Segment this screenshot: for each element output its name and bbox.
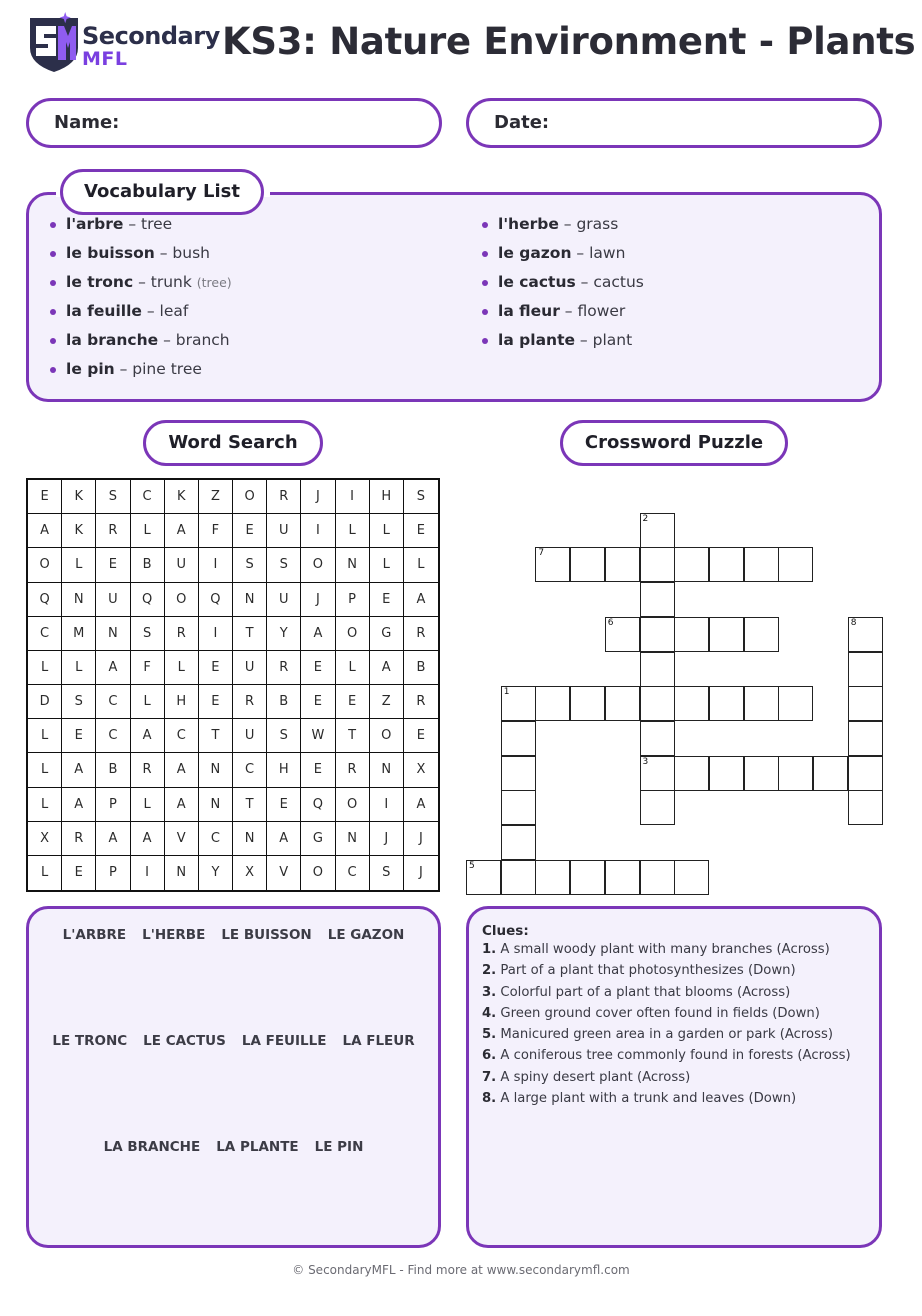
word-search-cell[interactable]: X — [28, 822, 62, 856]
word-search-cell[interactable]: S — [96, 480, 130, 514]
word-search-cell[interactable]: I — [199, 548, 233, 582]
word-bank-panel — [26, 906, 441, 1248]
clue-item — [482, 963, 851, 984]
word-search-cell[interactable]: E — [404, 514, 438, 548]
crossword-cell[interactable] — [570, 686, 605, 721]
vocab-english: bush — [172, 244, 210, 262]
clue-item — [482, 985, 851, 1006]
clue-text: Colorful part of a plant that blooms (Across) — [500, 984, 791, 1000]
word-search-cell[interactable]: E — [370, 583, 404, 617]
word-search-cell[interactable]: L — [62, 548, 96, 582]
footer: © SecondaryMFL - Find more at www.secondarymfl.com — [292, 1263, 630, 1277]
word-search-cell[interactable]: A — [131, 719, 165, 753]
vocab-english: grass — [576, 215, 619, 233]
clue-number: 6. — [482, 1048, 497, 1064]
word-search-cell[interactable]: C — [96, 685, 130, 719]
word-search-cell[interactable]: K — [165, 480, 199, 514]
word-search-cell[interactable]: C — [233, 753, 267, 787]
word-search-cell[interactable]: G — [370, 617, 404, 651]
word-search-cell[interactable]: U — [165, 548, 199, 582]
word-search-cell[interactable]: R — [267, 651, 301, 685]
word-search-cell[interactable]: E — [301, 685, 335, 719]
crossword-cell[interactable] — [501, 721, 536, 756]
word-search-cell[interactable]: S — [404, 480, 438, 514]
vocab-item: le gazon – lawn — [482, 244, 644, 273]
word-bank-row — [29, 1136, 438, 1155]
crossword-cell[interactable] — [501, 860, 536, 895]
word-search-cell[interactable]: L — [28, 753, 62, 787]
word-search-cell[interactable]: N — [233, 822, 267, 856]
word-bank-word: LA FEUILLE — [241, 1033, 327, 1049]
logo-text-mfl: MFL — [82, 48, 128, 70]
crossword-number: 5 — [469, 860, 475, 871]
clue-number: 7. — [482, 1069, 497, 1085]
word-search-cell[interactable]: W — [301, 719, 335, 753]
word-search-cell[interactable]: T — [199, 719, 233, 753]
word-bank-word: LA BRANCHE — [103, 1139, 201, 1155]
word-search-cell[interactable]: Q — [301, 788, 335, 822]
clue-text: Manicured green area in a garden or park (Across) — [500, 1027, 833, 1043]
crossword-cell[interactable] — [744, 756, 779, 791]
vocab-item: le cactus – cactus — [482, 273, 644, 302]
clue-number: 5. — [482, 1027, 497, 1043]
word-search-cell[interactable]: L — [131, 514, 165, 548]
word-search-cell[interactable]: R — [165, 617, 199, 651]
word-search-cell[interactable]: V — [267, 856, 301, 890]
crossword-cell[interactable] — [709, 756, 744, 791]
vocab-english: tree — [141, 215, 173, 233]
word-search-cell[interactable]: I — [301, 514, 335, 548]
word-search-cell[interactable]: P — [336, 583, 370, 617]
word-search-cell[interactable]: F — [199, 514, 233, 548]
word-search-cell[interactable]: O — [233, 480, 267, 514]
word-search-cell[interactable]: C — [199, 822, 233, 856]
word-search-cell[interactable]: S — [131, 617, 165, 651]
word-search-cell[interactable]: A — [267, 822, 301, 856]
crossword-cell[interactable] — [848, 686, 883, 721]
word-search-cell[interactable]: E — [301, 651, 335, 685]
word-search-cell[interactable]: T — [233, 788, 267, 822]
word-search-cell[interactable]: A — [96, 822, 130, 856]
word-search-cell[interactable]: E — [404, 719, 438, 753]
word-search-cell[interactable]: H — [165, 685, 199, 719]
clue-number: 4. — [482, 1005, 497, 1021]
word-search-cell[interactable]: K — [62, 514, 96, 548]
word-search-cell[interactable]: L — [28, 856, 62, 890]
crossword-cell[interactable] — [848, 617, 883, 652]
page-title: KS3: Nature Environment - Plants — [222, 20, 916, 63]
word-bank-word: LE TRONC — [52, 1033, 128, 1049]
vocab-french: le buisson — [66, 244, 155, 262]
word-search-cell[interactable]: A — [62, 753, 96, 787]
crossword-number: 1 — [503, 687, 510, 698]
crossword-cell[interactable] — [640, 686, 675, 721]
word-search-cell[interactable]: N — [199, 788, 233, 822]
crossword-title: Crossword Puzzle — [560, 420, 788, 466]
clue-text: A coniferous tree commonly found in forests (Across) — [500, 1048, 851, 1064]
date-label: Date: — [494, 112, 550, 133]
vocab-english: plant — [592, 331, 633, 349]
word-search-cell[interactable]: I — [336, 480, 370, 514]
date-field[interactable] — [466, 98, 882, 148]
word-search-cell[interactable]: O — [336, 788, 370, 822]
word-search-cell[interactable]: E — [62, 719, 96, 753]
vocab-item: la branche – branch — [50, 331, 232, 360]
word-search-cell[interactable]: E — [96, 548, 130, 582]
word-search-cell[interactable]: X — [233, 856, 267, 890]
clue-text: Green ground cover often found in fields (Down) — [500, 1005, 820, 1021]
word-search-cell[interactable]: Z — [370, 685, 404, 719]
crossword-cell[interactable] — [640, 652, 675, 687]
word-search-cell[interactable]: L — [165, 651, 199, 685]
vocab-item: l'herbe – grass — [482, 215, 644, 244]
crossword-cell[interactable] — [640, 582, 675, 617]
word-search-cell[interactable]: B — [131, 548, 165, 582]
word-search-cell[interactable]: N — [336, 548, 370, 582]
word-search-cell[interactable]: E — [336, 685, 370, 719]
crossword-cell[interactable] — [778, 547, 813, 582]
word-search-title: Word Search — [143, 420, 323, 466]
vocab-french: l'herbe — [498, 215, 559, 233]
word-search-cell[interactable]: E — [267, 788, 301, 822]
vocab-french: la feuille — [66, 302, 142, 320]
vocab-item: la plante – plant — [482, 331, 644, 360]
clue-item — [482, 942, 851, 963]
crossword-cell[interactable] — [709, 547, 744, 582]
word-search-cell[interactable]: C — [336, 856, 370, 890]
word-search-cell[interactable]: E — [199, 651, 233, 685]
word-search-cell[interactable]: A — [62, 788, 96, 822]
word-search-cell[interactable]: S — [267, 548, 301, 582]
vocab-english: cactus — [593, 273, 644, 291]
word-search-cell[interactable]: I — [199, 617, 233, 651]
crossword-cell[interactable] — [640, 721, 675, 756]
word-search-cell[interactable]: Q — [131, 583, 165, 617]
vocab-english: branch — [175, 331, 230, 349]
word-bank-word: LE GAZON — [327, 927, 405, 943]
word-search-cell[interactable]: L — [336, 651, 370, 685]
crossword-cell[interactable] — [640, 860, 675, 895]
word-search-cell[interactable]: P — [96, 788, 130, 822]
word-bank-word: LA FLEUR — [342, 1033, 415, 1049]
word-search-cell[interactable]: A — [404, 583, 438, 617]
word-search-cell[interactable]: J — [301, 480, 335, 514]
crossword-cell[interactable] — [640, 756, 675, 791]
crossword-cell[interactable] — [501, 790, 536, 825]
vocab-item: la fleur – flower — [482, 302, 644, 331]
word-search-cell[interactable]: O — [301, 856, 335, 890]
word-search-cell[interactable]: E — [199, 685, 233, 719]
word-search-cell[interactable]: A — [404, 788, 438, 822]
word-search-cell[interactable]: O — [28, 548, 62, 582]
vocab-item: l'arbre – tree — [50, 215, 232, 244]
word-search-cell[interactable]: Y — [267, 617, 301, 651]
word-search-cell[interactable]: F — [131, 651, 165, 685]
word-search-cell[interactable]: A — [28, 514, 62, 548]
clue-item — [482, 1006, 851, 1027]
crossword-number: 7 — [538, 548, 545, 559]
clue-text: A spiny desert plant (Across) — [500, 1069, 691, 1085]
word-search-cell[interactable]: S — [267, 719, 301, 753]
word-search-cell[interactable]: L — [28, 719, 62, 753]
word-search-cell[interactable]: S — [62, 685, 96, 719]
name-field[interactable] — [26, 98, 442, 148]
word-search-cell[interactable]: U — [233, 651, 267, 685]
word-search-cell[interactable]: C — [131, 480, 165, 514]
crossword-cell[interactable] — [535, 547, 570, 582]
crossword-cell[interactable] — [674, 756, 709, 791]
crossword-cell[interactable] — [605, 547, 640, 582]
vocabulary-list-right — [482, 215, 644, 360]
crossword-cell[interactable] — [501, 686, 536, 721]
word-search-grid[interactable] — [26, 478, 440, 892]
word-search-cell[interactable]: R — [131, 753, 165, 787]
word-search-cell[interactable]: B — [267, 685, 301, 719]
vocab-item: le pin – pine tree — [50, 360, 232, 389]
word-search-cell[interactable]: R — [267, 480, 301, 514]
word-search-cell[interactable]: E — [62, 856, 96, 890]
vocab-english: leaf — [159, 302, 189, 320]
vocab-french: le cactus — [498, 273, 576, 291]
word-search-cell[interactable]: J — [301, 583, 335, 617]
word-search-cell[interactable]: L — [336, 514, 370, 548]
word-search-cell[interactable]: A — [131, 822, 165, 856]
word-search-cell[interactable]: G — [301, 822, 335, 856]
word-search-cell[interactable]: R — [233, 685, 267, 719]
word-search-cell[interactable]: D — [28, 685, 62, 719]
word-bank-word: LA PLANTE — [216, 1139, 299, 1155]
word-search-cell[interactable]: E — [233, 514, 267, 548]
word-search-cell[interactable]: N — [62, 583, 96, 617]
word-search-cell[interactable]: A — [165, 514, 199, 548]
logo-text-secondary: Secondary — [82, 22, 220, 50]
word-search-cell[interactable]: H — [267, 753, 301, 787]
word-search-cell[interactable]: H — [370, 480, 404, 514]
crossword-cell[interactable] — [813, 756, 848, 791]
crossword-cell[interactable] — [848, 790, 883, 825]
word-search-cell[interactable]: U — [267, 583, 301, 617]
word-search-cell[interactable]: R — [336, 753, 370, 787]
word-search-cell[interactable]: K — [62, 480, 96, 514]
crossword-grid[interactable] — [466, 478, 882, 898]
word-search-cell[interactable]: Y — [199, 856, 233, 890]
word-search-cell[interactable]: X — [404, 753, 438, 787]
clue-item — [482, 1070, 851, 1091]
crossword-cell[interactable] — [570, 860, 605, 895]
word-search-cell[interactable]: M — [62, 617, 96, 651]
word-search-cell[interactable]: C — [28, 617, 62, 651]
word-search-cell[interactable]: A — [96, 651, 130, 685]
crossword-cell[interactable] — [674, 686, 709, 721]
word-search-cell[interactable]: N — [96, 617, 130, 651]
word-search-cell[interactable]: O — [336, 617, 370, 651]
crossword-cell[interactable] — [640, 513, 675, 548]
word-search-cell[interactable]: S — [233, 548, 267, 582]
word-bank-word: LE PIN — [314, 1139, 364, 1155]
crossword-cell[interactable] — [709, 686, 744, 721]
crossword-cell[interactable] — [640, 790, 675, 825]
word-search-cell[interactable]: E — [301, 753, 335, 787]
word-bank-word: LE CACTUS — [143, 1033, 226, 1049]
crossword-cell[interactable] — [640, 547, 675, 582]
word-search-cell[interactable]: A — [370, 651, 404, 685]
word-search-cell[interactable]: E — [28, 480, 62, 514]
word-search-cell[interactable]: U — [233, 719, 267, 753]
vocabulary-title: Vocabulary List — [60, 169, 264, 215]
clue-number: 2. — [482, 963, 497, 979]
word-search-cell[interactable]: B — [96, 753, 130, 787]
word-search-cell[interactable]: Z — [199, 480, 233, 514]
crossword-cell[interactable] — [674, 860, 709, 895]
word-search-cell[interactable]: J — [370, 822, 404, 856]
crossword-number: 6 — [607, 617, 614, 628]
crossword-cell[interactable] — [605, 686, 640, 721]
word-search-cell[interactable]: N — [370, 753, 404, 787]
vocab-english: lawn — [589, 244, 626, 262]
crossword-cell[interactable] — [466, 860, 501, 895]
vocab-french: la plante — [498, 331, 575, 349]
clues-heading: Clues: — [482, 923, 529, 939]
clue-number: 3. — [482, 984, 497, 1000]
word-search-cell[interactable]: Q — [28, 583, 62, 617]
word-search-cell[interactable]: I — [131, 856, 165, 890]
word-search-cell[interactable]: L — [28, 788, 62, 822]
clues-panel — [466, 906, 882, 1248]
vocab-english: pine tree — [132, 360, 202, 378]
word-search-cell[interactable]: L — [28, 651, 62, 685]
word-search-cell[interactable]: N — [199, 753, 233, 787]
word-search-cell[interactable]: N — [165, 856, 199, 890]
vocab-note: (tree) — [196, 275, 232, 290]
vocab-french: la branche — [66, 331, 159, 349]
word-search-cell[interactable]: T — [233, 617, 267, 651]
word-search-cell[interactable]: R — [404, 617, 438, 651]
vocab-english: flower — [577, 302, 626, 320]
word-search-cell[interactable]: R — [62, 822, 96, 856]
word-search-cell[interactable]: P — [96, 856, 130, 890]
vocab-item: la feuille – leaf — [50, 302, 232, 331]
vocab-english: trunk — [150, 273, 192, 291]
word-search-cell[interactable]: A — [301, 617, 335, 651]
word-search-cell[interactable]: C — [96, 719, 130, 753]
crossword-cell[interactable] — [848, 652, 883, 687]
word-search-cell[interactable]: S — [370, 856, 404, 890]
crossword-cell[interactable] — [744, 617, 779, 652]
word-search-cell[interactable]: A — [165, 788, 199, 822]
word-search-cell[interactable]: C — [165, 719, 199, 753]
clue-item — [482, 1027, 851, 1048]
word-search-cell[interactable]: L — [370, 548, 404, 582]
crossword-cell[interactable] — [778, 756, 813, 791]
crossword-cell[interactable] — [535, 860, 570, 895]
word-bank-row — [29, 1030, 438, 1049]
word-search-cell[interactable]: N — [233, 583, 267, 617]
vocab-french: le gazon — [498, 244, 572, 262]
word-search-cell[interactable]: I — [370, 788, 404, 822]
crossword-number: 8 — [850, 617, 857, 628]
word-search-cell[interactable]: R — [404, 685, 438, 719]
crossword-cell[interactable] — [605, 860, 640, 895]
crossword-cell[interactable] — [605, 617, 640, 652]
clue-number: 1. — [482, 942, 497, 957]
word-bank-word: LE BUISSON — [221, 927, 312, 943]
word-bank-word: L'HERBE — [142, 927, 206, 943]
vocab-french: le tronc — [66, 273, 134, 291]
crossword-cell[interactable] — [744, 686, 779, 721]
clue-text: Part of a plant that photosynthesizes (Down) — [500, 963, 796, 979]
vocab-french: la fleur — [498, 302, 560, 320]
clues-list — [482, 942, 851, 1112]
clue-item — [482, 1091, 851, 1112]
word-search-cell[interactable]: L — [131, 685, 165, 719]
vocab-item: le buisson – bush — [50, 244, 232, 273]
clue-text: A large plant with a trunk and leaves (Down) — [500, 1091, 797, 1107]
word-search-cell[interactable]: J — [404, 822, 438, 856]
clue-text: A small woody plant with many branches (Across) — [500, 942, 830, 957]
word-search-cell[interactable]: V — [165, 822, 199, 856]
word-search-cell[interactable]: T — [336, 719, 370, 753]
crossword-cell[interactable] — [709, 617, 744, 652]
crossword-number: 2 — [642, 513, 649, 524]
crossword-cell[interactable] — [674, 617, 709, 652]
crossword-cell[interactable] — [501, 825, 536, 860]
vocab-french: l'arbre — [66, 215, 124, 233]
word-search-cell[interactable]: L — [370, 514, 404, 548]
vocab-item: le tronc – trunk (tree) — [50, 273, 232, 302]
word-search-cell[interactable]: L — [131, 788, 165, 822]
word-bank-word: L'ARBRE — [62, 927, 127, 943]
clue-number: 8. — [482, 1091, 497, 1107]
word-search-cell[interactable]: U — [96, 583, 130, 617]
word-search-cell[interactable]: O — [301, 548, 335, 582]
word-search-cell[interactable]: O — [165, 583, 199, 617]
vocabulary-list-left — [50, 215, 232, 389]
word-search-cell[interactable]: L — [62, 651, 96, 685]
crossword-cell[interactable] — [570, 547, 605, 582]
crossword-cell[interactable] — [674, 547, 709, 582]
name-label: Name: — [54, 112, 120, 133]
crossword-cell[interactable] — [848, 756, 883, 791]
crossword-cell[interactable] — [640, 617, 675, 652]
crossword-cell[interactable] — [848, 721, 883, 756]
word-search-cell[interactable]: O — [370, 719, 404, 753]
vocab-french: le pin — [66, 360, 115, 378]
word-search-cell[interactable]: L — [404, 548, 438, 582]
crossword-cell[interactable] — [501, 756, 536, 791]
crossword-cell[interactable] — [744, 547, 779, 582]
word-search-cell[interactable]: U — [267, 514, 301, 548]
word-bank-row — [29, 924, 438, 943]
crossword-cell[interactable] — [778, 686, 813, 721]
crossword-number: 3 — [642, 756, 649, 767]
clue-item — [482, 1048, 851, 1069]
word-search-cell[interactable]: B — [404, 651, 438, 685]
word-search-cell[interactable]: N — [336, 822, 370, 856]
word-search-cell[interactable]: R — [96, 514, 130, 548]
word-search-cell[interactable]: A — [165, 753, 199, 787]
word-search-cell[interactable]: J — [418, 865, 423, 881]
word-search-cell[interactable]: Q — [199, 583, 233, 617]
crossword-cell[interactable] — [535, 686, 570, 721]
